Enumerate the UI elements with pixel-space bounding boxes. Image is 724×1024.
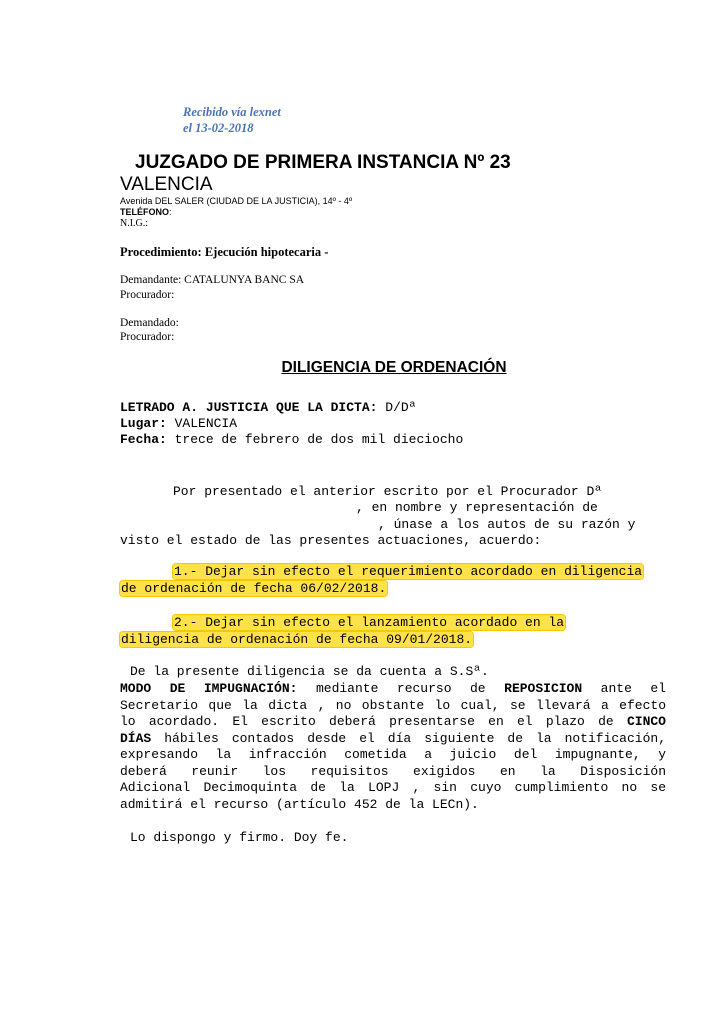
p1-line-1: Por presentado el anterior escrito por el Procurador Dª [173, 484, 603, 499]
defendant: Demandado: [120, 317, 179, 329]
clerk-value: D/Dª [385, 400, 417, 415]
nig: N.I.G.: [120, 218, 149, 229]
date-line [120, 431, 463, 448]
item-1-line-2 [120, 580, 387, 597]
phone-label: TELÉFONO [120, 207, 169, 217]
item-1-line-1-text: 1.- Dejar sin efecto el requerimiento acordado en diligencia [174, 564, 643, 579]
stamp-line-1: Recibido vía lexnet [183, 105, 281, 119]
p1-line-4: visto el estado de las presentes actuaciones, acuerdo: [120, 533, 542, 548]
mode-line [120, 680, 666, 697]
p1-line-3: , únase a los autos de su razón y [378, 517, 636, 532]
document-title-wrap [120, 359, 668, 377]
mode-label: MODO DE IMPUGNACIÓN: [120, 681, 298, 696]
mode-line-4-text: hábiles contados desde el día siguiente de la notificación, [164, 731, 666, 746]
mode-line-7: Adicional Decimoquinta de la LOPJ , sin cuyo cumplimiento no se [120, 780, 666, 795]
place-line [120, 415, 237, 432]
court-phone [120, 207, 172, 218]
mode-text-a: mediante recurso de [315, 681, 486, 696]
cinco: CINCO [626, 714, 666, 729]
phone-separator: : [169, 207, 172, 217]
mode-line-3-text: lo acordado. El escrito deberá presentarse en el plazo de [120, 714, 614, 729]
p1-line-2: , en nombre y representación de [356, 500, 598, 515]
procedure: Procedimiento: Ejecución hipotecaria - [120, 245, 329, 259]
mode-line-4 [120, 730, 666, 747]
item-2-line-1-text: 2.- Dejar sin efecto el lanzamiento acordado en la [174, 615, 565, 630]
plaintiff-attorney: Procurador: [120, 289, 175, 301]
defendant-attorney: Procurador: [120, 331, 175, 343]
reposicion: REPOSICION [504, 681, 583, 696]
court-city: VALENCIA [120, 174, 213, 195]
item-2-line-2-text: diligencia de ordenación de fecha 09/01/2018. [121, 632, 473, 647]
mode-line-8: admitirá el recurso (artículo 452 de la LECn). [120, 797, 479, 812]
item-2-line-1 [173, 614, 565, 631]
mode-line-6: deberá reunir los requisitos exigidos en la Disposición [120, 764, 666, 779]
mode-line-2: Secretario que la dicta , no obstante lo cual, se llevará a efecto [120, 698, 666, 713]
lexnet-stamp [183, 104, 383, 136]
court-address: Avenida DEL SALER (CIUDAD DE LA JUSTICIA), 14º - 4º [120, 196, 353, 206]
date-value: trece de febrero de dos mil dieciocho [174, 432, 464, 447]
stamp-line-2: el 13-02-2018 [183, 121, 254, 135]
item-2-line-2 [120, 631, 473, 648]
closing-line: Lo dispongo y firmo. Doy fe. [130, 830, 349, 845]
clerk-label: LETRADO A. JUSTICIA QUE LA DICTA: [120, 400, 378, 415]
plaintiff: Demandante: CATALUNYA BANC SA [120, 274, 305, 286]
mode-line-5: expresando la infracción cometida a juicio del impugnante, y [120, 747, 666, 762]
place-label: Lugar: [120, 416, 167, 431]
item-1-line-2-text: de ordenación de fecha 06/02/2018. [121, 581, 387, 596]
mode-line-3 [120, 713, 666, 730]
court-name: JUZGADO DE PRIMERA INSTANCIA Nº 23 [135, 152, 511, 173]
account-line: De la presente diligencia se da cuenta a S.Sª. [130, 664, 489, 679]
place-value: VALENCIA [174, 416, 238, 431]
document-title: DILIGENCIA DE ORDENACIÓN [281, 359, 507, 376]
clerk-line [120, 399, 416, 416]
date-label: Fecha: [120, 432, 167, 447]
mode-text-b: ante el [600, 681, 666, 696]
item-1-line-1 [173, 563, 643, 580]
dias: DÍAS [120, 731, 152, 746]
